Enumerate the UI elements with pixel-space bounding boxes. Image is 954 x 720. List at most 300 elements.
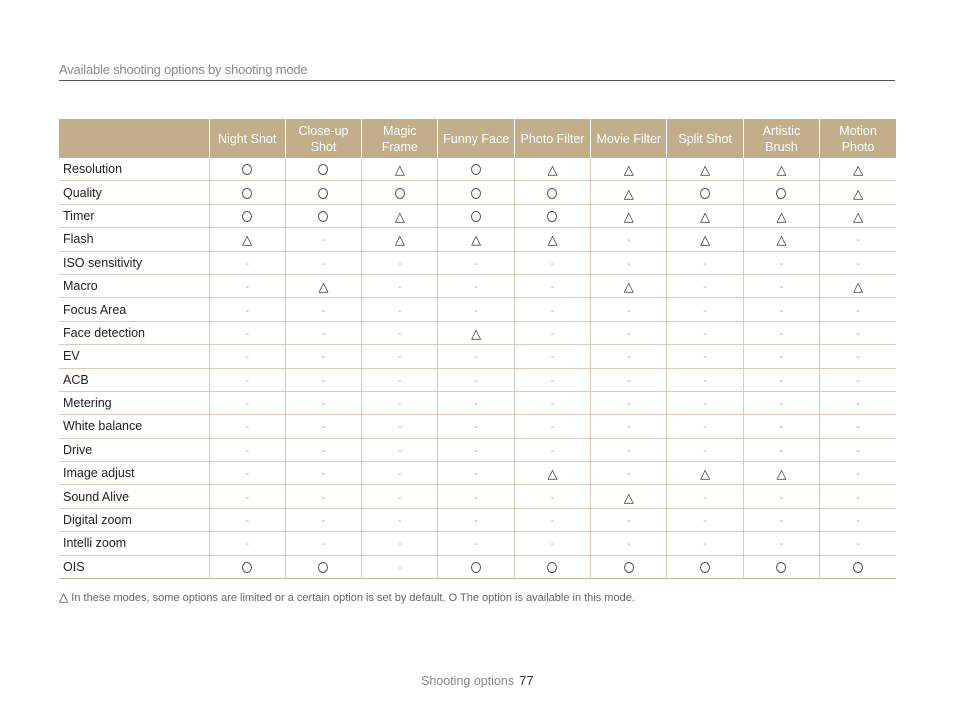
- dash-unavailable-icon: -: [397, 304, 402, 317]
- option-cell: [514, 485, 590, 508]
- circle-available-icon: [471, 211, 481, 222]
- option-cell: [820, 368, 896, 391]
- row-label: Digital zoom: [59, 508, 209, 531]
- circle-available-icon: [318, 562, 328, 573]
- option-cell: [743, 274, 819, 297]
- column-header: Movie Filter: [591, 119, 667, 158]
- circle-available-icon: [547, 562, 557, 573]
- triangle-limited-icon: △: [394, 232, 405, 248]
- dash-unavailable-icon: -: [397, 468, 402, 481]
- table-row: [59, 368, 896, 391]
- option-cell: [743, 204, 819, 227]
- option-cell: [438, 321, 514, 344]
- circle-available-icon: [318, 188, 328, 199]
- option-cell: [438, 345, 514, 368]
- option-cell: [285, 298, 361, 321]
- circle-available-icon: [471, 188, 481, 199]
- row-label: Focus Area: [59, 298, 209, 321]
- option-cell: [743, 462, 819, 485]
- option-cell: [362, 532, 438, 555]
- dash-unavailable-icon: -: [321, 257, 326, 270]
- option-cell: [820, 415, 896, 438]
- page-footer: [421, 673, 534, 688]
- dash-unavailable-icon: -: [474, 304, 478, 317]
- option-cell: [285, 391, 361, 414]
- option-cell: [591, 181, 667, 204]
- option-cell: [209, 274, 285, 297]
- column-header: Close-up Shot: [285, 119, 361, 158]
- option-cell: [285, 228, 361, 251]
- option-cell: [743, 415, 819, 438]
- option-cell: [591, 274, 667, 297]
- dash-unavailable-icon: -: [856, 257, 860, 270]
- dash-unavailable-icon: -: [626, 374, 631, 387]
- option-cell: [743, 532, 819, 555]
- row-label: ACB: [59, 368, 209, 391]
- triangle-limited-icon: △: [700, 162, 711, 178]
- option-cell: [743, 555, 819, 578]
- option-cell: [667, 391, 743, 414]
- option-cell: [743, 508, 819, 531]
- option-cell: [820, 555, 896, 578]
- row-label: Sound Alive: [59, 485, 209, 508]
- option-cell: [667, 274, 743, 297]
- option-cell: [591, 345, 667, 368]
- dash-unavailable-icon: -: [779, 281, 784, 294]
- dash-unavailable-icon: -: [474, 491, 478, 504]
- dash-unavailable-icon: -: [550, 374, 555, 387]
- option-cell: [209, 251, 285, 274]
- option-cell: [285, 555, 361, 578]
- option-cell: [820, 228, 896, 251]
- option-cell: [209, 228, 285, 251]
- option-cell: [285, 532, 361, 555]
- table-row: [59, 438, 896, 461]
- dash-unavailable-icon: -: [474, 444, 478, 457]
- option-cell: [514, 508, 590, 531]
- option-cell: [362, 438, 438, 461]
- option-cell: [591, 555, 667, 578]
- circle-available-icon: [853, 562, 863, 573]
- option-cell: [209, 345, 285, 368]
- circle-available-icon: [318, 211, 328, 222]
- dash-unavailable-icon: -: [550, 257, 555, 270]
- dash-unavailable-icon: -: [245, 281, 249, 294]
- option-cell: [438, 415, 514, 438]
- triangle-limited-icon: △: [623, 489, 634, 505]
- circle-available-icon: [242, 164, 252, 175]
- option-cell: [209, 391, 285, 414]
- dash-unavailable-icon: -: [779, 374, 784, 387]
- option-cell: [514, 228, 590, 251]
- table-row: [59, 251, 896, 274]
- dash-unavailable-icon: -: [321, 491, 326, 504]
- triangle-limited-icon: △: [471, 232, 482, 248]
- option-cell: [438, 298, 514, 321]
- circle-available-icon: [776, 562, 786, 573]
- table-row: [59, 298, 896, 321]
- option-cell: [438, 485, 514, 508]
- triangle-limited-icon: △: [853, 185, 864, 201]
- dash-unavailable-icon: -: [550, 398, 555, 411]
- dash-unavailable-icon: -: [550, 304, 555, 317]
- option-cell: [362, 298, 438, 321]
- table-header-row: [59, 119, 896, 158]
- triangle-limited-icon: △: [623, 209, 634, 225]
- option-cell: [820, 438, 896, 461]
- dash-unavailable-icon: -: [397, 374, 402, 387]
- option-cell: [514, 391, 590, 414]
- option-cell: [362, 391, 438, 414]
- dash-unavailable-icon: -: [703, 538, 707, 551]
- row-label: Flash: [59, 228, 209, 251]
- option-cell: [209, 204, 285, 227]
- option-cell: [743, 158, 819, 181]
- triangle-limited-icon: △: [242, 232, 253, 248]
- footnote-circle-symbol: O: [448, 592, 458, 604]
- option-cell: [667, 228, 743, 251]
- option-cell: [362, 555, 438, 578]
- option-cell: [285, 181, 361, 204]
- row-label: Timer: [59, 204, 209, 227]
- dash-unavailable-icon: -: [703, 398, 707, 411]
- circle-available-icon: [318, 164, 328, 175]
- option-cell: [438, 228, 514, 251]
- circle-available-icon: [700, 562, 710, 573]
- table-row: [59, 415, 896, 438]
- dash-unavailable-icon: -: [626, 515, 631, 528]
- dash-unavailable-icon: -: [397, 398, 402, 411]
- triangle-limited-icon: △: [623, 279, 634, 295]
- triangle-limited-icon: △: [700, 466, 711, 482]
- table-row: [59, 204, 896, 227]
- dash-unavailable-icon: -: [474, 351, 478, 364]
- option-cell: [667, 555, 743, 578]
- triangle-limited-icon: △: [623, 185, 634, 201]
- triangle-symbol-icon: △: [59, 590, 69, 604]
- dash-unavailable-icon: -: [856, 538, 860, 551]
- footnote: [59, 590, 635, 604]
- option-cell: [209, 508, 285, 531]
- option-cell: [667, 368, 743, 391]
- option-cell: [438, 251, 514, 274]
- triangle-limited-icon: △: [547, 232, 558, 248]
- dash-unavailable-icon: -: [397, 491, 402, 504]
- dash-unavailable-icon: -: [856, 351, 860, 364]
- triangle-limited-icon: △: [700, 209, 711, 225]
- dash-unavailable-icon: -: [321, 538, 326, 551]
- dash-unavailable-icon: -: [779, 257, 784, 270]
- dash-unavailable-icon: -: [779, 444, 784, 457]
- dash-unavailable-icon: -: [245, 257, 249, 270]
- option-cell: [209, 532, 285, 555]
- triangle-limited-icon: △: [853, 279, 864, 295]
- triangle-limited-icon: △: [853, 209, 864, 225]
- triangle-limited-icon: △: [318, 279, 329, 295]
- option-cell: [514, 415, 590, 438]
- option-cell: [362, 204, 438, 227]
- dash-unavailable-icon: -: [856, 398, 860, 411]
- dash-unavailable-icon: -: [550, 351, 555, 364]
- circle-available-icon: [471, 164, 481, 175]
- option-cell: [362, 485, 438, 508]
- row-label: Metering: [59, 391, 209, 414]
- dash-unavailable-icon: -: [703, 327, 707, 340]
- table-row: [59, 158, 896, 181]
- dash-unavailable-icon: -: [397, 421, 402, 434]
- dash-unavailable-icon: -: [856, 421, 860, 434]
- option-cell: [667, 204, 743, 227]
- option-cell: [591, 415, 667, 438]
- option-cell: [743, 321, 819, 344]
- triangle-limited-icon: △: [394, 162, 405, 178]
- option-cell: [209, 438, 285, 461]
- dash-unavailable-icon: -: [474, 398, 478, 411]
- dash-unavailable-icon: -: [245, 351, 249, 364]
- footnote-circle-text: The option is available in this mode.: [459, 592, 635, 604]
- triangle-limited-icon: △: [623, 162, 634, 178]
- circle-available-icon: [547, 188, 557, 199]
- option-cell: [591, 204, 667, 227]
- footer-section-label: Shooting options: [421, 674, 515, 688]
- triangle-limited-icon: △: [853, 162, 864, 178]
- dash-unavailable-icon: -: [703, 304, 707, 317]
- option-cell: [591, 321, 667, 344]
- option-cell: [820, 321, 896, 344]
- row-label: Macro: [59, 274, 209, 297]
- dash-unavailable-icon: -: [321, 327, 326, 340]
- circle-available-icon: [700, 188, 710, 199]
- dash-unavailable-icon: -: [245, 398, 249, 411]
- dash-unavailable-icon: -: [474, 468, 478, 481]
- row-label: EV: [59, 345, 209, 368]
- option-cell: [820, 181, 896, 204]
- dash-unavailable-icon: -: [321, 304, 326, 317]
- dash-unavailable-icon: -: [397, 281, 402, 294]
- option-cell: [362, 462, 438, 485]
- title-rule: [59, 80, 895, 81]
- option-cell: [514, 251, 590, 274]
- dash-unavailable-icon: -: [321, 234, 326, 247]
- option-cell: [820, 391, 896, 414]
- option-cell: [285, 368, 361, 391]
- table-row: [59, 321, 896, 344]
- shooting-options-table: [59, 119, 896, 579]
- dash-unavailable-icon: -: [703, 374, 707, 387]
- option-cell: [362, 251, 438, 274]
- option-cell: [743, 345, 819, 368]
- option-cell: [820, 508, 896, 531]
- option-cell: [514, 204, 590, 227]
- dash-unavailable-icon: -: [550, 444, 555, 457]
- circle-available-icon: [547, 211, 557, 222]
- option-cell: [438, 555, 514, 578]
- row-label: Drive: [59, 438, 209, 461]
- option-cell: [667, 462, 743, 485]
- dash-unavailable-icon: -: [474, 281, 478, 294]
- dash-unavailable-icon: -: [321, 398, 326, 411]
- dash-unavailable-icon: -: [779, 304, 784, 317]
- option-cell: [438, 274, 514, 297]
- option-cell: [285, 204, 361, 227]
- option-cell: [514, 368, 590, 391]
- option-cell: [514, 181, 590, 204]
- option-cell: [362, 274, 438, 297]
- dash-unavailable-icon: -: [397, 515, 402, 528]
- option-cell: [514, 438, 590, 461]
- column-header: Funny Face: [438, 119, 514, 158]
- circle-available-icon: [395, 188, 405, 199]
- option-cell: [285, 438, 361, 461]
- dash-unavailable-icon: -: [703, 281, 707, 294]
- option-cell: [820, 251, 896, 274]
- dash-unavailable-icon: -: [245, 491, 249, 504]
- column-header: Magic Frame: [362, 119, 438, 158]
- option-cell: [362, 415, 438, 438]
- table-row: [59, 345, 896, 368]
- dash-unavailable-icon: -: [397, 257, 402, 270]
- circle-available-icon: [242, 562, 252, 573]
- table-row: [59, 274, 896, 297]
- dash-unavailable-icon: -: [321, 421, 326, 434]
- dash-unavailable-icon: -: [321, 374, 326, 387]
- column-header: Photo Filter: [514, 119, 590, 158]
- option-cell: [285, 345, 361, 368]
- page-number: 77: [519, 673, 534, 688]
- triangle-limited-icon: △: [776, 466, 787, 482]
- option-cell: [209, 321, 285, 344]
- column-header: Artistic Brush: [743, 119, 819, 158]
- option-cell: [667, 415, 743, 438]
- option-cell: [743, 298, 819, 321]
- table-row: [59, 532, 896, 555]
- option-cell: [591, 532, 667, 555]
- option-cell: [667, 158, 743, 181]
- dash-unavailable-icon: -: [397, 351, 402, 364]
- dash-unavailable-icon: -: [245, 327, 249, 340]
- dash-unavailable-icon: -: [779, 515, 784, 528]
- option-cell: [209, 298, 285, 321]
- dash-unavailable-icon: -: [779, 421, 784, 434]
- dash-unavailable-icon: -: [856, 304, 860, 317]
- dash-unavailable-icon: -: [626, 444, 631, 457]
- dash-unavailable-icon: -: [474, 421, 478, 434]
- dash-unavailable-icon: -: [703, 444, 707, 457]
- column-header: Split Shot: [667, 119, 743, 158]
- dash-unavailable-icon: -: [626, 234, 631, 247]
- dash-unavailable-icon: -: [550, 515, 555, 528]
- triangle-limited-icon: △: [776, 162, 787, 178]
- option-cell: [591, 485, 667, 508]
- option-cell: [820, 532, 896, 555]
- option-cell: [514, 462, 590, 485]
- circle-available-icon: [624, 562, 634, 573]
- option-cell: [209, 158, 285, 181]
- option-cell: [285, 508, 361, 531]
- option-cell: [514, 298, 590, 321]
- option-cell: [209, 181, 285, 204]
- option-cell: [285, 274, 361, 297]
- dash-unavailable-icon: -: [703, 351, 707, 364]
- footnote-triangle-text: In these modes, some options are limited or a certain option is set by default.: [71, 592, 446, 604]
- option-cell: [209, 555, 285, 578]
- dash-unavailable-icon: -: [245, 421, 249, 434]
- option-cell: [820, 462, 896, 485]
- table-row: [59, 485, 896, 508]
- option-cell: [667, 345, 743, 368]
- dash-unavailable-icon: -: [856, 444, 860, 457]
- table-row: [59, 228, 896, 251]
- option-cell: [743, 251, 819, 274]
- option-cell: [438, 462, 514, 485]
- option-cell: [438, 508, 514, 531]
- row-label: Resolution: [59, 158, 209, 181]
- dash-unavailable-icon: -: [626, 327, 631, 340]
- dash-unavailable-icon: -: [856, 327, 860, 340]
- option-cell: [514, 158, 590, 181]
- option-cell: [362, 228, 438, 251]
- row-label: White balance: [59, 415, 209, 438]
- option-cell: [362, 368, 438, 391]
- dash-unavailable-icon: -: [779, 327, 784, 340]
- option-cell: [591, 438, 667, 461]
- option-cell: [667, 298, 743, 321]
- option-cell: [667, 508, 743, 531]
- dash-unavailable-icon: -: [245, 444, 249, 457]
- dash-unavailable-icon: -: [474, 538, 478, 551]
- option-cell: [209, 462, 285, 485]
- triangle-limited-icon: △: [547, 162, 558, 178]
- option-cell: [591, 251, 667, 274]
- option-cell: [667, 181, 743, 204]
- option-cell: [820, 158, 896, 181]
- option-cell: [209, 415, 285, 438]
- option-cell: [209, 368, 285, 391]
- option-cell: [438, 438, 514, 461]
- option-cell: [362, 321, 438, 344]
- dash-unavailable-icon: -: [626, 304, 631, 317]
- dash-unavailable-icon: -: [321, 444, 326, 457]
- dash-unavailable-icon: -: [397, 538, 402, 551]
- dash-unavailable-icon: -: [550, 281, 555, 294]
- option-cell: [362, 345, 438, 368]
- option-cell: [820, 274, 896, 297]
- option-cell: [591, 391, 667, 414]
- dash-unavailable-icon: -: [856, 374, 860, 387]
- dash-unavailable-icon: -: [779, 351, 784, 364]
- table-row: [59, 462, 896, 485]
- option-cell: [743, 485, 819, 508]
- dash-unavailable-icon: -: [626, 257, 631, 270]
- option-cell: [514, 345, 590, 368]
- row-label: Quality: [59, 181, 209, 204]
- dash-unavailable-icon: -: [856, 515, 860, 528]
- option-cell: [820, 298, 896, 321]
- dash-unavailable-icon: -: [245, 538, 249, 551]
- option-cell: [285, 415, 361, 438]
- triangle-limited-icon: △: [776, 232, 787, 248]
- option-cell: [667, 532, 743, 555]
- dash-unavailable-icon: -: [397, 561, 402, 574]
- dash-unavailable-icon: -: [550, 327, 555, 340]
- option-cell: [743, 368, 819, 391]
- dash-unavailable-icon: -: [856, 491, 860, 504]
- option-cell: [667, 485, 743, 508]
- dash-unavailable-icon: -: [245, 374, 249, 387]
- dash-unavailable-icon: -: [321, 515, 326, 528]
- option-cell: [820, 485, 896, 508]
- dash-unavailable-icon: -: [779, 491, 784, 504]
